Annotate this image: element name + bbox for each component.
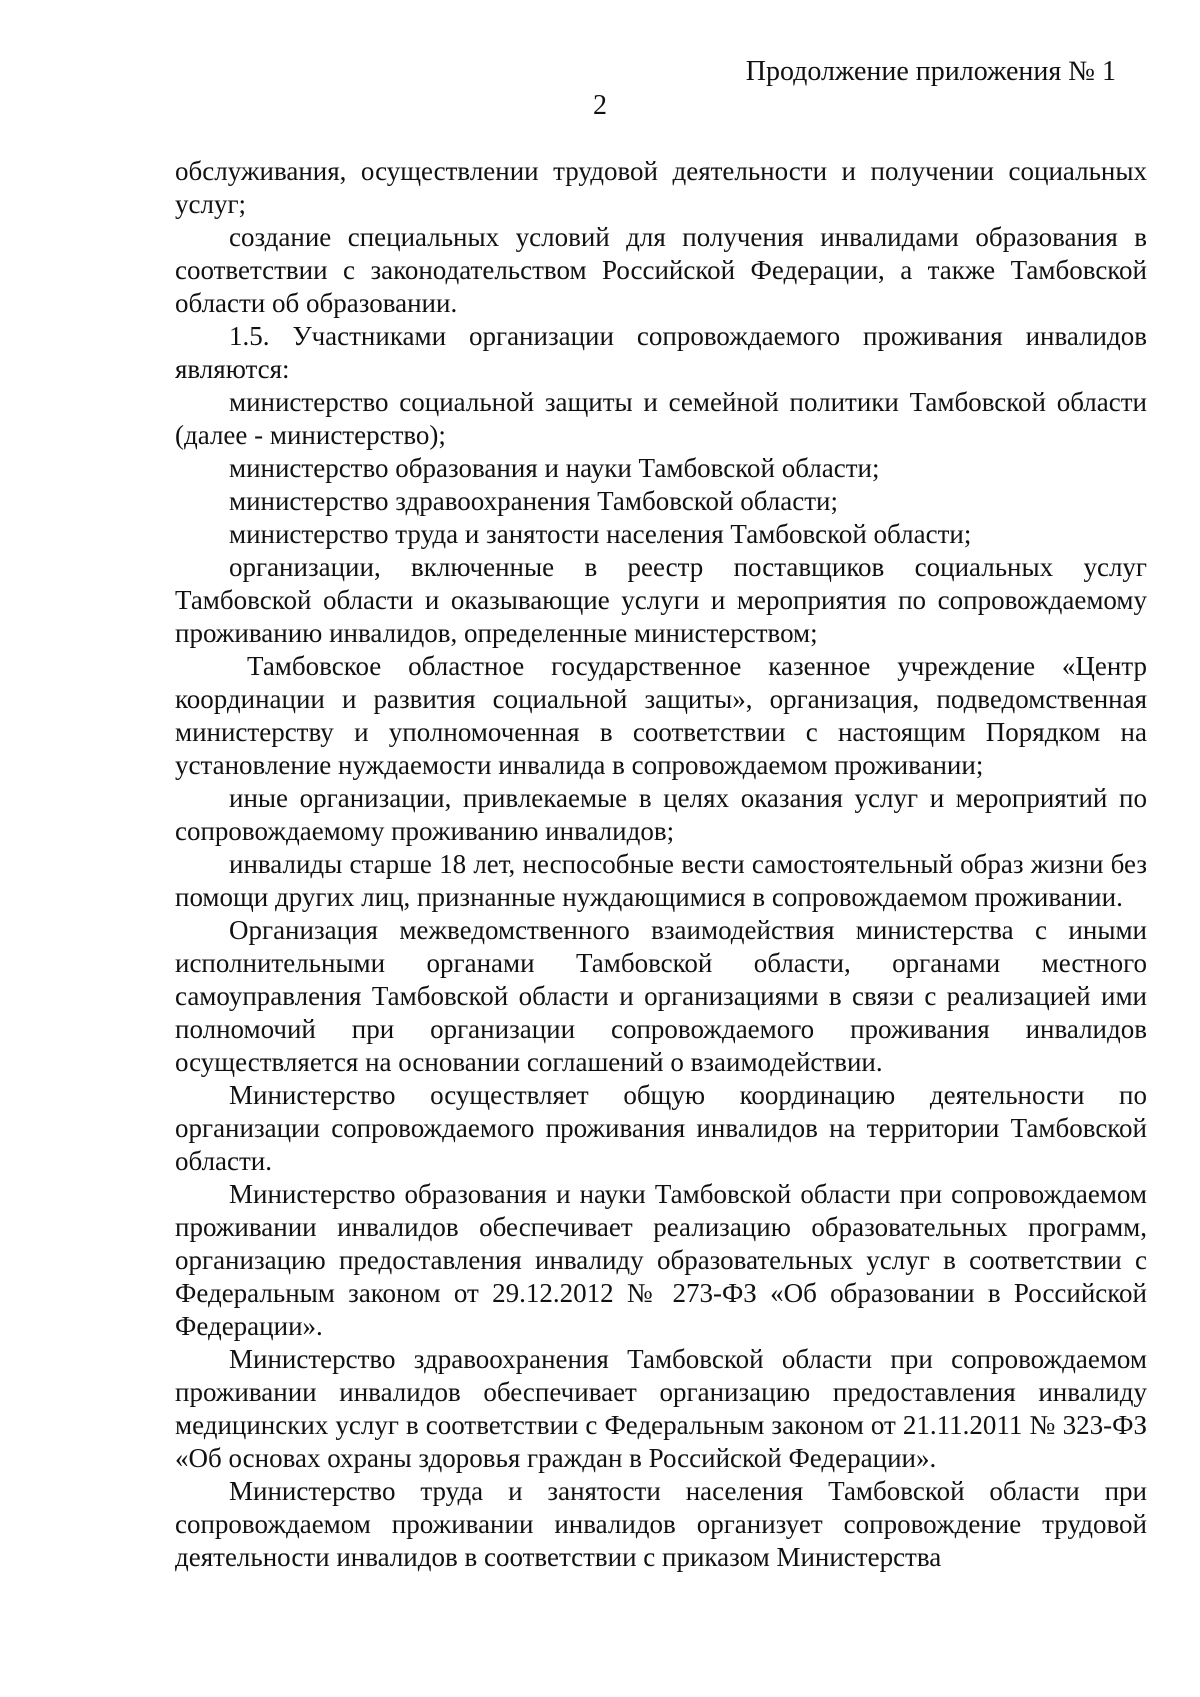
paragraph: министерство труда и занятости населения Тамбовской области; [229, 519, 972, 549]
paragraph: инвалиды старше 18 лет, неспособные вести самостоятельный образ жизни без помощи других лиц, признанные нуждающимися в сопровождаемом проживании. [175, 849, 1147, 912]
paragraph: иные организации, привлекаемые в целях оказания услуг и мероприятий по сопровождаемому проживанию инвалидов; [175, 783, 1147, 846]
paragraph: Министерство осуществляет общую координацию деятельности по организации сопровождаемого проживания инвалидов на территории Тамбовской области. [175, 1080, 1147, 1176]
paragraph: обслуживания, осуществлении трудовой деятельности и получении социальных услуг; [175, 156, 1147, 219]
page-number: 2 [593, 90, 607, 121]
paragraph: министерство здравоохранения Тамбовской области; [229, 486, 838, 516]
paragraph: 1.5. Участниками организации сопровождаемого проживания инвалидов являются: [175, 321, 1147, 384]
paragraph: Министерство образования и науки Тамбовской области при сопровождаемом проживании инвалидов обеспечивает реализацию образовательных программ, организацию предоставления инвалиду образовательных услуг в соответствии с Федеральным законом от 29.12.2012 № 273-ФЗ «Об образовании в Российской Федерации». [175, 1179, 1147, 1341]
continuation-label: Продолжение приложения № 1 [745, 56, 1116, 87]
paragraph: министерство социальной защиты и семейной политики Тамбовской области (далее - министерство); [175, 387, 1147, 450]
paragraph: создание специальных условий для получения инвалидами образования в соответствии с законодательством Российской Федерации, а также Тамбовской области об образовании. [175, 222, 1147, 318]
paragraph: Министерство здравоохранения Тамбовской области при сопровождаемом проживании инвалидов обеспечивает организацию предоставления инвалиду медицинских услуг в соответствии с Федеральным законом от 21.11.2011 № 323-ФЗ «Об основах охраны здоровья граждан в Российской Федерации». [175, 1344, 1147, 1473]
paragraph: Министерство труда и занятости населения Тамбовской области при сопровождаемом проживании инвалидов организует сопровождение трудовой деятельности инвалидов в соответствии с приказом Министерства [175, 1476, 1147, 1572]
paragraph: министерство образования и науки Тамбовской области; [229, 453, 880, 483]
document-body [175, 155, 1147, 1574]
paragraph: Организация межведомственного взаимодействия министерства с иными исполнительными органами Тамбовской области, органами местного самоуправления Тамбовской области и организациями в связи с реализацией ими полномочий при организации сопровождаемого проживания инвалидов осуществляется на основании соглашений о взаимодействии. [175, 915, 1147, 1077]
paragraph: Тамбовское областное государственное казенное учреждение «Центр координации и развития социальной защиты», организация, подведомственная министерству и уполномоченная в соответствии с настоящим Порядком на установление нуждаемости инвалида в сопровождаемом проживании; [175, 651, 1147, 780]
paragraph: организации, включенные в реестр поставщиков социальных услуг Тамбовской области и оказывающие услуги и мероприятия по сопровождаемому проживанию инвалидов, определенные министерством; [175, 552, 1147, 648]
